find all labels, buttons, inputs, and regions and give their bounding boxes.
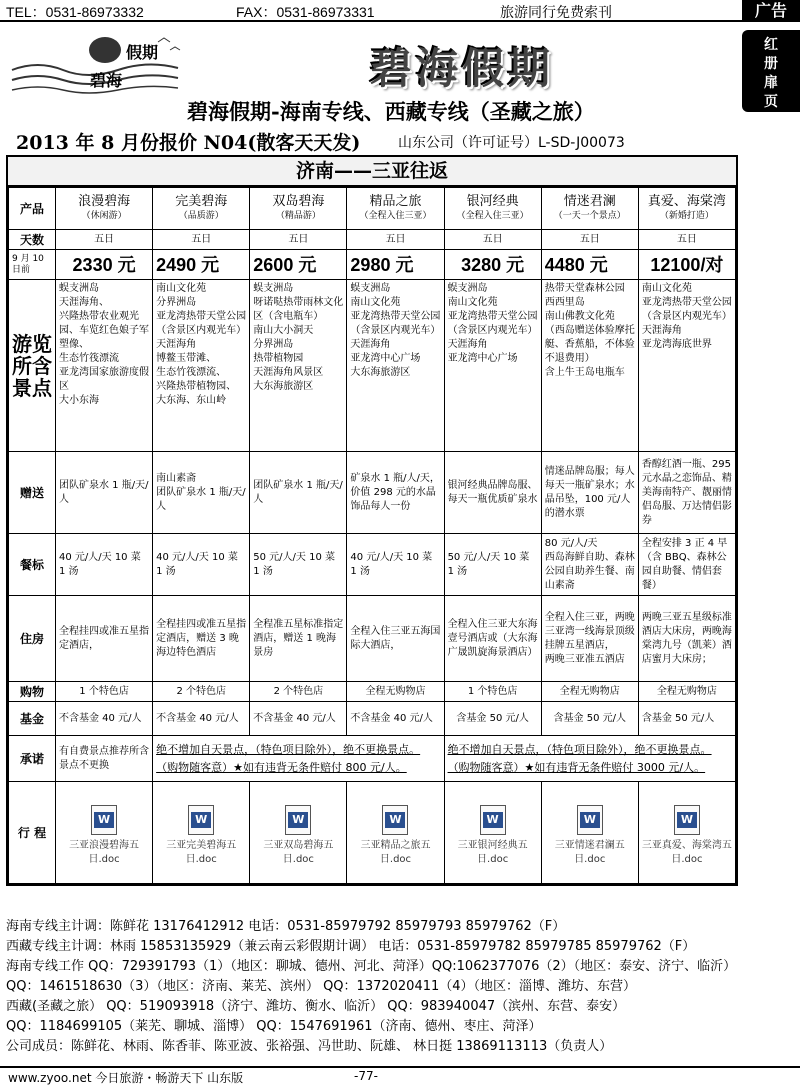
fund-cell: 含基金 50 元/人 <box>638 702 735 736</box>
promise-group-cell <box>444 736 735 782</box>
side-tab <box>742 30 800 112</box>
hotel-cell: 全程入住三亚大东海壹号酒店或（大东海广晟凯旋海景酒店） <box>444 596 541 682</box>
logo-text-1: 假期 <box>126 43 159 62</box>
contact-line: 西藏(圣藏之旅） QQ：519093918（济宁、潍坊、衡水、临沂） QQ：983940047（滨州、东营、泰安） <box>6 999 626 1014</box>
days-cell: 五日 <box>638 230 735 250</box>
itinerary-doc-link[interactable]: W 三亚银河经典五日.doc <box>444 782 541 884</box>
row-label: 9 月 10 日前 <box>9 250 56 280</box>
meal-cell: 40 元/人/天 10 菜 1 汤 <box>347 534 444 596</box>
shop-cell: 2 个特色店 <box>153 682 250 702</box>
side-tab-char: 册 <box>764 56 778 72</box>
sights-cell: 蜈支洲岛 南山文化苑 亚龙湾热带天堂公园（含景区内观光车） 天涯海角 亚龙湾中心广场 大东海旅游区 <box>347 280 444 452</box>
hotel-cell: 全程入住三亚五海国际大酒店， <box>347 596 444 682</box>
table-row-days <box>9 230 736 250</box>
product-cell: 双岛碧海 （精品游） <box>250 188 347 230</box>
product-cell: 情迷君澜 （一天一个景点） <box>541 188 638 230</box>
sights-cell: 蜈支洲岛 天涯海角、 兴隆热带农业观光园、车览红色娘子军塑像、 生态竹筏漂流 亚龙湾国家旅游度假区 大小东海 <box>56 280 153 452</box>
table-row-gift <box>9 452 736 534</box>
subtitle-line: 碧海假期-海南专线、西藏专线（圣藏之旅） <box>187 99 595 124</box>
brand-title: 碧海假期 <box>370 44 555 93</box>
license-text: 山东公司（许可证号）L-SD-J00073 <box>398 135 625 151</box>
row-label: 基金 <box>9 702 56 736</box>
itinerary-doc-link[interactable]: W 三亚双岛碧海五日.doc <box>250 782 347 884</box>
promise-line: 绝不增加自天景点，（特色项目除外），绝不更换景点。 <box>156 742 421 756</box>
price-cell: 3280 元 <box>444 250 541 280</box>
shop-cell: 1 个特色店 <box>56 682 153 702</box>
promise-line: （购物随客意）★如有违背无条件赔付 3000 元/人。 <box>447 760 706 774</box>
shop-cell: 全程无购物店 <box>638 682 735 702</box>
shop-cell: 2 个特色店 <box>250 682 347 702</box>
row-label: 购物 <box>9 682 56 702</box>
fund-cell: 不含基金 40 元/人 <box>153 702 250 736</box>
contact-footer <box>6 917 744 1057</box>
sights-cell: 南山文化苑 亚龙湾热带天堂公园（含景区内观光车） 天涯海角 亚龙湾海底世界 <box>638 280 735 452</box>
contact-line: 西藏专线主计调：林雨 15853135929（兼云南云彩假期计调） 电话：0531-85979782 85979785 85979762（F） <box>6 939 696 954</box>
meal-cell: 40 元/人/天 10 菜 1 汤 <box>56 534 153 596</box>
price-cell: 12100/对 <box>638 250 735 280</box>
days-cell: 五日 <box>347 230 444 250</box>
itinerary-doc-link[interactable]: W 三亚浪漫碧海五日.doc <box>56 782 153 884</box>
contact-line: QQ：1461518630（3）（地区：济南、莱芜、滨州） QQ：1372020411（4）（地区：淄博、潍坊、东营） <box>6 979 637 994</box>
days-cell: 五日 <box>153 230 250 250</box>
row-label: 天数 <box>9 230 56 250</box>
promise-cell: 有自费景点推荐所含景点不更换 <box>56 736 153 782</box>
fund-cell: 不含基金 40 元/人 <box>250 702 347 736</box>
product-cell: 精品之旅 （全程入住三亚） <box>347 188 444 230</box>
word-doc-icon: W <box>91 805 117 835</box>
itinerary-doc-link[interactable]: W 三亚精品之旅五日.doc <box>347 782 444 884</box>
logo-graphic-icon <box>8 30 193 102</box>
meal-cell: 50 元/人/天 10 菜 1 汤 <box>250 534 347 596</box>
days-cell: 五日 <box>444 230 541 250</box>
page-number: -77- <box>354 1069 378 1083</box>
fund-cell: 含基金 50 元/人 <box>541 702 638 736</box>
row-label: 承诺 <box>9 736 56 782</box>
row-label: 住房 <box>9 596 56 682</box>
row-label: 赠送 <box>9 452 56 534</box>
itinerary-doc-link[interactable]: W 三亚完美碧海五日.doc <box>153 782 250 884</box>
price-cell: 4480 元 <box>541 250 638 280</box>
contact-line: 公司成员：陈鲜花、林雨、陈香菲、陈亚波、张裕强、冯世助、阮雄、 林日挺 13869113113（负责人） <box>6 1039 613 1054</box>
side-tab-char: 扉 <box>764 75 778 91</box>
fax-text: FAX：0531-86973331 <box>236 4 375 20</box>
word-doc-icon: W <box>382 805 408 835</box>
hotel-cell: 两晚三亚五星级标准酒店大床房，两晚海棠湾九号（凯莱）酒店蜜月大床房； <box>638 596 735 682</box>
price-table <box>6 155 738 886</box>
gift-cell: 情迷品牌岛服；每人每天一瓶矿泉水；水晶吊坠，100 元/人的潜水票 <box>541 452 638 534</box>
word-doc-icon: W <box>577 805 603 835</box>
product-cell: 银河经典 （全程入住三亚） <box>444 188 541 230</box>
table-row-promise <box>9 736 736 782</box>
table-row-sights <box>9 280 736 452</box>
hotel-cell: 全程挂四或准五星指定酒店，赠送 3 晚海边特色酒店 <box>153 596 250 682</box>
page-bottom-bar <box>0 1066 800 1083</box>
sights-cell: 南山文化苑 分界洲岛 亚龙湾热带天堂公园（含景区内观光车） 天涯海角 博鳌玉带滩、 生态竹筏漂流、 兴隆热带植物园、 大东海、东山岭 <box>153 280 250 452</box>
table-row-shop <box>9 682 736 702</box>
hotel-cell: 全程入住三亚，两晚三亚湾一线海景顶级挂牌五星酒店， 两晚三亚准五酒店 <box>541 596 638 682</box>
fund-cell: 不含基金 40 元/人 <box>347 702 444 736</box>
logo-text-2: 碧海 <box>90 71 123 90</box>
shop-cell: 1 个特色店 <box>444 682 541 702</box>
gift-cell: 团队矿泉水 1 瓶/天/人 <box>56 452 153 534</box>
side-tab-char: 红 <box>764 37 778 53</box>
word-doc-icon: W <box>188 805 214 835</box>
row-label: 餐标 <box>9 534 56 596</box>
days-cell: 五日 <box>250 230 347 250</box>
meal-cell: 50 元/人/天 10 菜 1 汤 <box>444 534 541 596</box>
route-heading: 济南——三亚往返 <box>8 157 736 187</box>
table-row-price <box>9 250 736 280</box>
sights-cell: 热带天堂森林公园 西西里岛 南山佛教文化苑 （西岛赠送体验摩托艇、香蕉船，不体验不退费用） 含上牛王岛电瓶车 <box>541 280 638 452</box>
row-label: 产品 <box>9 188 56 230</box>
hotel-cell: 全程准五星标准指定酒店，赠送 1 晚海景房 <box>250 596 347 682</box>
table-row-fund <box>9 702 736 736</box>
top-bar <box>0 0 800 22</box>
table-row-meal <box>9 534 736 596</box>
sights-cell: 蜈支洲岛 南山文化苑 亚龙湾热带天堂公园（含景区内观光车） 天涯海角 亚龙湾中心广场 <box>444 280 541 452</box>
hotel-cell: 全程挂四或准五星指定酒店， <box>56 596 153 682</box>
itinerary-doc-link[interactable]: W 三亚情迷君澜五日.doc <box>541 782 638 884</box>
table-row-itinerary <box>9 782 736 884</box>
site-text: www.zyoo.net 今日旅游・畅游天下 山东版 <box>8 1071 244 1085</box>
product-cell: 浪漫碧海 （休闲游） <box>56 188 153 230</box>
price-cell: 2330 元 <box>56 250 153 280</box>
days-cell: 五日 <box>56 230 153 250</box>
product-cell: 完美碧海 （品质游） <box>153 188 250 230</box>
shop-cell: 全程无购物店 <box>541 682 638 702</box>
price-cell: 2490 元 <box>153 250 250 280</box>
price-period-title: 2013 年 8 月份报价 N04(散客天天发) <box>16 132 361 154</box>
gift-cell: 香醇红酒一瓶、295 元水晶之恋饰品、精美海南特产、靓丽情侣岛服、万达情侣影券 <box>638 452 735 534</box>
row-label-sights: 游览所含景点 <box>9 280 56 452</box>
sights-cell: 蜈支洲岛 呀诺哒热带雨林文化区（含电瓶车） 南山大小洞天 分界洲岛 热带植物园 天涯海角风景区 大东海旅游区 <box>250 280 347 452</box>
meal-cell: 80 元/人/天 西岛海鲜自助、森林公园自助养生餐、南山素斋 <box>541 534 638 596</box>
word-doc-icon: W <box>674 805 700 835</box>
fund-cell: 含基金 50 元/人 <box>444 702 541 736</box>
product-cell: 真爱、海棠湾 （新婚打造） <box>638 188 735 230</box>
days-cell: 五日 <box>541 230 638 250</box>
table-row-product <box>9 188 736 230</box>
price-cell: 2600 元 <box>250 250 347 280</box>
contact-line: QQ：1184699105（莱芜、聊城、淄博） QQ：1547691961（济南、德州、枣庄、菏泽） <box>6 1019 542 1034</box>
price-cell: 2980 元 <box>347 250 444 280</box>
word-doc-icon: W <box>480 805 506 835</box>
gift-cell: 南山素斋 团队矿泉水 1 瓶/天/人 <box>153 452 250 534</box>
gift-cell: 矿泉水 1 瓶/人/天，价值 298 元的水晶饰品每人一份 <box>347 452 444 534</box>
shop-cell: 全程无购物店 <box>347 682 444 702</box>
logo <box>8 30 193 102</box>
ad-tag: 广告 <box>742 0 800 22</box>
word-doc-icon: W <box>285 805 311 835</box>
row-label: 行 程 <box>9 782 56 884</box>
side-tab-char: 页 <box>764 94 778 110</box>
promise-group-cell <box>153 736 444 782</box>
meal-cell: 40 元/人/天 10 菜 1 汤 <box>153 534 250 596</box>
promise-line: （购物随客意）★如有违背无条件赔付 800 元/人。 <box>156 760 407 774</box>
fund-cell: 不含基金 40 元/人 <box>56 702 153 736</box>
slogan-text: 旅游同行免费索刊 <box>500 4 612 20</box>
tel-text: TEL：0531-86973332 <box>6 4 144 20</box>
table-row-hotel <box>9 596 736 682</box>
contact-line: 海南专线工作 QQ：729391793（1）（地区：聊城、德州、河北、菏泽）QQ:1062377076（2）（地区：泰安、济宁、临沂） <box>6 959 737 974</box>
gift-cell: 银河经典品牌岛服、每天一瓶优质矿泉水 <box>444 452 541 534</box>
meal-cell: 全程安排 3 正 4 早（含 BBQ、森林公园自助餐、情侣套餐） <box>638 534 735 596</box>
contact-line: 海南专线主计调：陈鲜花 13176412912 电话：0531-85979792 85979793 85979762（F） <box>6 919 566 934</box>
itinerary-doc-link[interactable]: W 三亚真爱、海棠湾五日.doc <box>638 782 735 884</box>
gift-cell: 团队矿泉水 1 瓶/天/人 <box>250 452 347 534</box>
promise-line: 绝不增加自天景点，（特色项目除外），绝不更换景点。 <box>447 742 712 756</box>
